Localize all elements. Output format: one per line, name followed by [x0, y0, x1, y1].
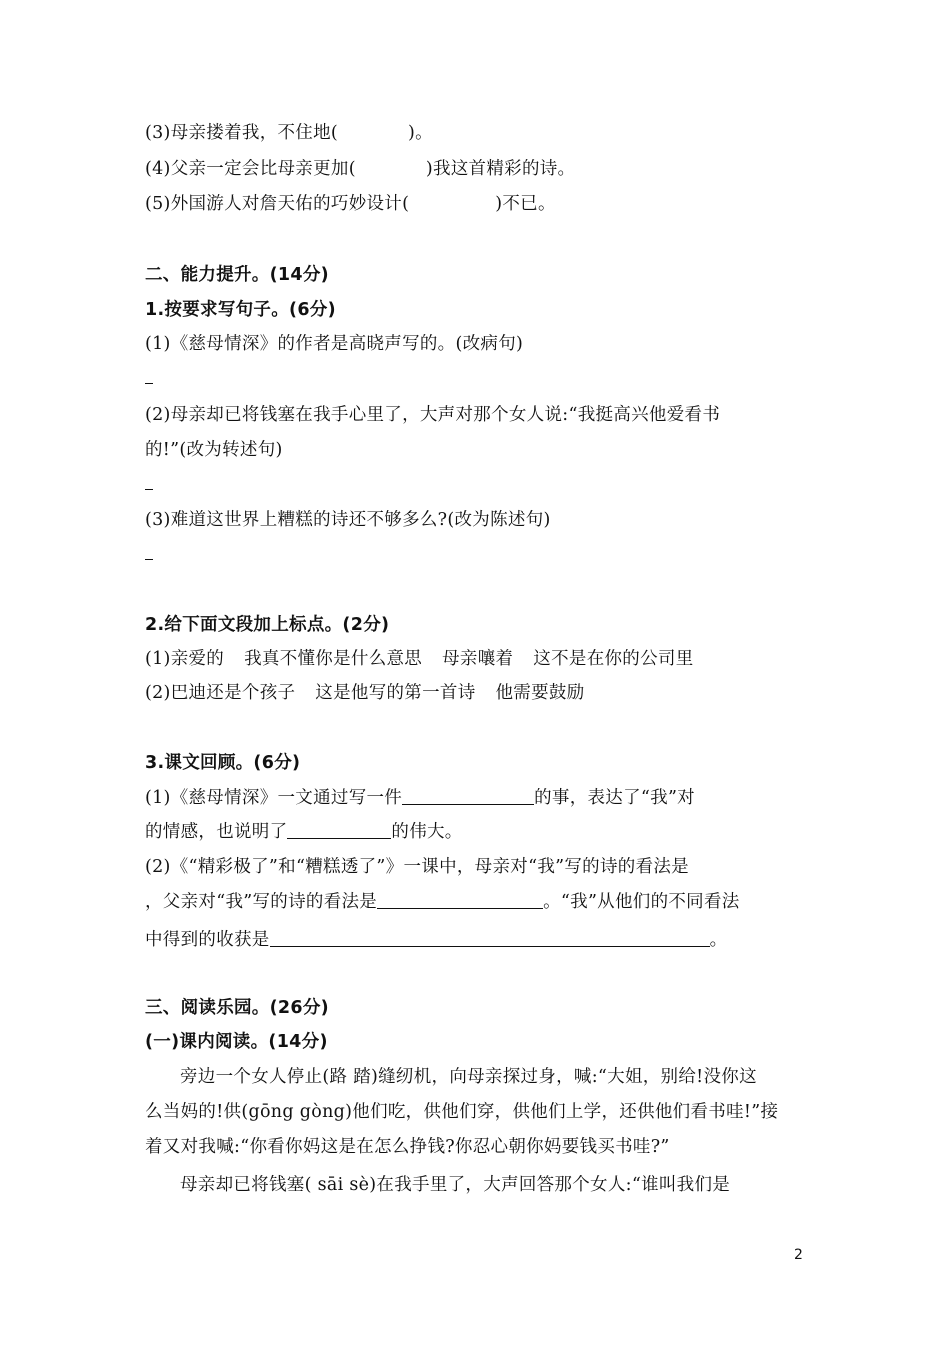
- question-2-title: 2.给下面文段加上标点。(2分): [145, 615, 390, 635]
- underline-blank[interactable]: [377, 892, 543, 909]
- page-number: 2: [794, 1247, 803, 1263]
- punctuation-line-1: (1)亲爱的 我真不懂你是什么意思 母亲嚷着 这不是在你的公司里: [145, 649, 694, 669]
- q1-sentence-3: (3)难道这世界上糟糕的诗还不够多么?(改为陈述句): [145, 510, 551, 530]
- section-heading-2: 二、能力提升。(14分): [145, 265, 329, 285]
- reading-subtitle: (一)课内阅读。(14分): [145, 1032, 328, 1052]
- underline-blank[interactable]: [287, 822, 391, 839]
- fill-blank-q3: (3)母亲搂着我，不住地( )。: [145, 123, 433, 143]
- answer-line[interactable]: [145, 559, 153, 560]
- review-line-1: (1)《慈母情深》一文通过写一件 的事，表达了“我”对: [145, 788, 695, 808]
- punctuation-line-2: (2)巴迪还是个孩子 这是他写的第一首诗 他需要鼓励: [145, 683, 585, 703]
- passage-line: 着又对我喊:“你看你妈这是在怎么挣钱?你忍心朝你妈要钱买书哇?”: [145, 1137, 670, 1157]
- answer-line[interactable]: [145, 489, 153, 490]
- passage-line: 旁边一个女人停止(路 踏)缝纫机，向母亲探过身，喊:“大姐，别给!没你这: [180, 1067, 757, 1087]
- answer-line[interactable]: [145, 383, 153, 384]
- question-1-title: 1.按要求写句子。(6分): [145, 300, 336, 320]
- underline-blank[interactable]: [270, 930, 710, 947]
- fill-blank-q5: (5)外国游人对詹天佑的巧妙设计( )不已。: [145, 194, 556, 214]
- q1-sentence-2b: 的!”(改为转述句): [145, 440, 283, 460]
- section-heading-3: 三、阅读乐园。(26分): [145, 998, 329, 1018]
- review-line-3: (2)《“精彩极了”和“糟糕透了”》一课中，母亲对“我”写的诗的看法是: [145, 857, 689, 877]
- q1-sentence-2a: (2)母亲却已将钱塞在我手心里了，大声对那个女人说:“我挺高兴他爱看书: [145, 405, 721, 425]
- review-line-4: ，父亲对“我”写的诗的看法是 。“我”从他们的不同看法: [145, 892, 740, 912]
- passage-line: 母亲却已将钱塞( sāi sè)在我手里了，大声回答那个女人:“谁叫我们是: [180, 1175, 731, 1195]
- underline-blank[interactable]: [402, 788, 534, 805]
- question-3-title: 3.课文回顾。(6分): [145, 753, 301, 773]
- review-line-5: 中得到的收获是 。: [145, 930, 728, 950]
- fill-blank-q4: (4)父亲一定会比母亲更加( )我这首精彩的诗。: [145, 159, 576, 179]
- q1-sentence-1: (1)《慈母情深》的作者是高晓声写的。(改病句): [145, 334, 524, 354]
- review-line-2: 的情感，也说明了 的伟大。: [145, 822, 463, 842]
- passage-line: 么当妈的!供(gōng gòng)他们吃，供他们穿，供他们上学，还供他们看书哇!”接: [145, 1102, 779, 1122]
